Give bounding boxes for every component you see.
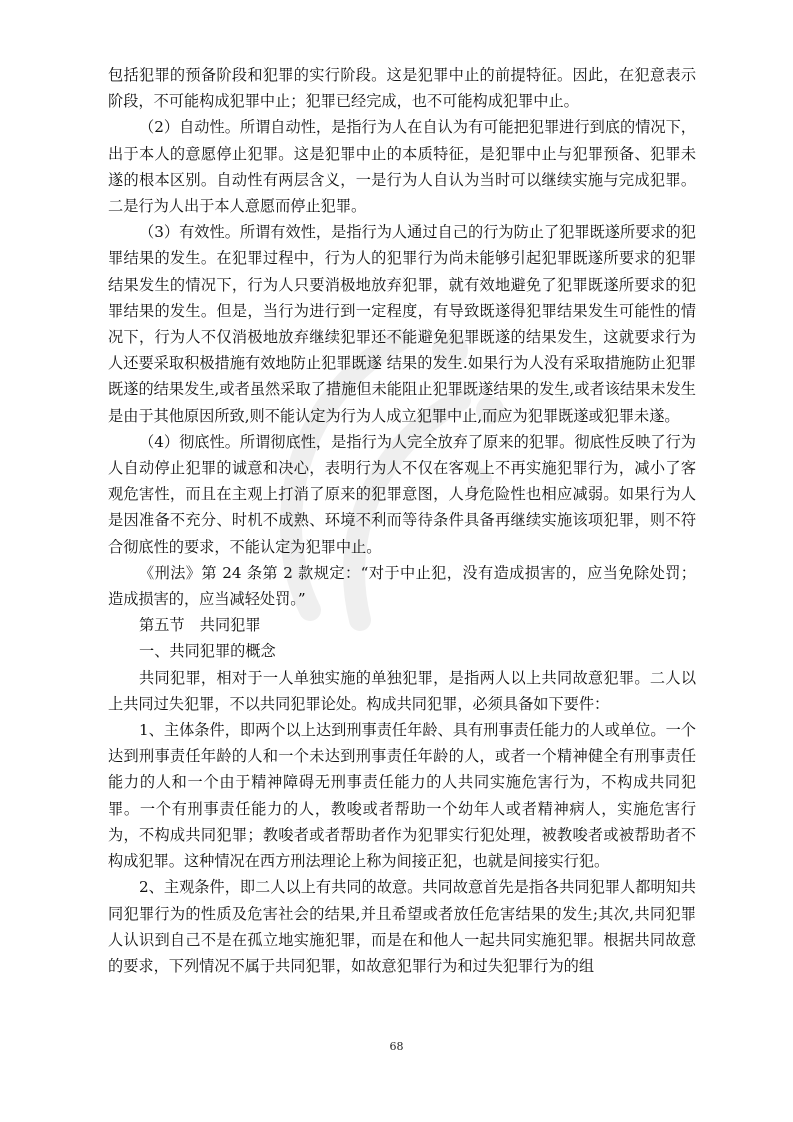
paragraph-4: 《刑法》第 24 条第 2 款规定：“对于中止犯，没有造成损害的，应当免除处罚；造成损害的，应当减轻处罚。” [108, 563, 696, 609]
paragraph-2: （3）有效性。所谓有效性，是指行为人通过自己的行为防止了犯罪既遂所要求的犯罪结果的发生。在犯罪过程中，行为人的犯罪行为尚未能够引起犯罪既遂所要求的犯罪结果发生的情况下，行为人只要消极地放弃犯罪，就有效地避免了犯罪既遂所要求的犯罪结果的发生。但是，当行为进行到一定程度，有导致既遂得犯罪结果发生可能性的情况下，行为人不仅消极地放弃继续犯罪还不能避免犯罪既遂的结果发生，这就要求行为人还要采取积极措施有效地防止犯罪既遂 结果的发生.如果行为人没有采取措施防止犯罪既遂的结果发生,或者虽然采取了措施但未能阻止犯罪既遂结果的发生,或者该结果未发生是由于其他原因所致,则不能认定为行为人成立犯罪中止,而应为犯罪既遂或犯罪未遂。 [108, 223, 696, 425]
subsection-heading: 一、共同犯罪的概念 [139, 642, 276, 661]
paragraph-0: 包括犯罪的预备阶段和犯罪的实行阶段。这是犯罪中止的前提特征。因此，在犯意表示阶段，不可能构成犯罪中止；犯罪已经完成，也不可能构成犯罪中止。 [108, 66, 696, 111]
body-text [108, 62, 696, 979]
page-number: 68 [389, 1040, 404, 1053]
paragraph-8: 1、主体条件，即两个以上达到刑事责任年龄、具有刑事责任能力的人或单位。一个达到刑事责任年龄的人和一个未达到刑事责任年龄的人，或者一个精神健全有刑事责任能力的人和一个由于精神障碍无刑事责任能力的人共同实施危害行为，不构成共同犯罪。一个有刑事责任能力的人，教唆或者帮助一个幼年人或者精神病人，实施危害行为，不构成共同犯罪；教唆者或者帮助者作为犯罪实行犯处理，被教唆者或被帮助者不构成犯罪。这种情况在西方刑法理论上称为间接正犯，也就是间接实行犯。 [108, 721, 696, 871]
paragraph-7: 共同犯罪，相对于一人单独实施的单独犯罪，是指两人以上共同故意犯罪。二人以上共同过失犯罪，不以共同犯罪论处。构成共同犯罪，必须具备如下要件： [108, 668, 696, 713]
paragraph-1: （2）自动性。所谓自动性，是指行为人在自认为有可能把犯罪进行到底的情况下，出于本人的意愿停止犯罪。这是犯罪中止的本质特征，是犯罪中止与犯罪预备、犯罪未遂的根本区别。自动性有两层含义，一是行为人自认为当时可以继续实施与完成犯罪。二是行为人出于本人意愿而停止犯罪。 [108, 118, 696, 216]
section-heading: 第五节 共同犯罪 [139, 616, 261, 635]
paragraph-3: （4）彻底性。所谓彻底性，是指行为人完全放弃了原来的犯罪。彻底性反映了行为人自动停止犯罪的诚意和决心，表明行为人不仅在客观上不再实施犯罪行为，减小了客观危害性，而且在主观上打消了原来的犯罪意图，人身危险性也相应减弱。如果行为人是因准备不充分、时机不成熟、环境不利而等待条件具备再继续实施该项犯罪，则不符合彻底性的要求，不能认定为犯罪中止。 [108, 432, 696, 556]
paragraph-9: 2、主观条件，即二人以上有共同的故意。共同故意首先是指各共同犯罪人都明知共同犯罪行为的性质及危害社会的结果,并且希望或者放任危害结果的发生;其次,共同犯罪人认识到自己不是在孤立地实施犯罪，而是在和他人一起共同实施犯罪。根据共同故意的要求，下列情况不属于共同犯罪，如故意犯罪行为和过失犯罪行为的组 [108, 878, 696, 975]
